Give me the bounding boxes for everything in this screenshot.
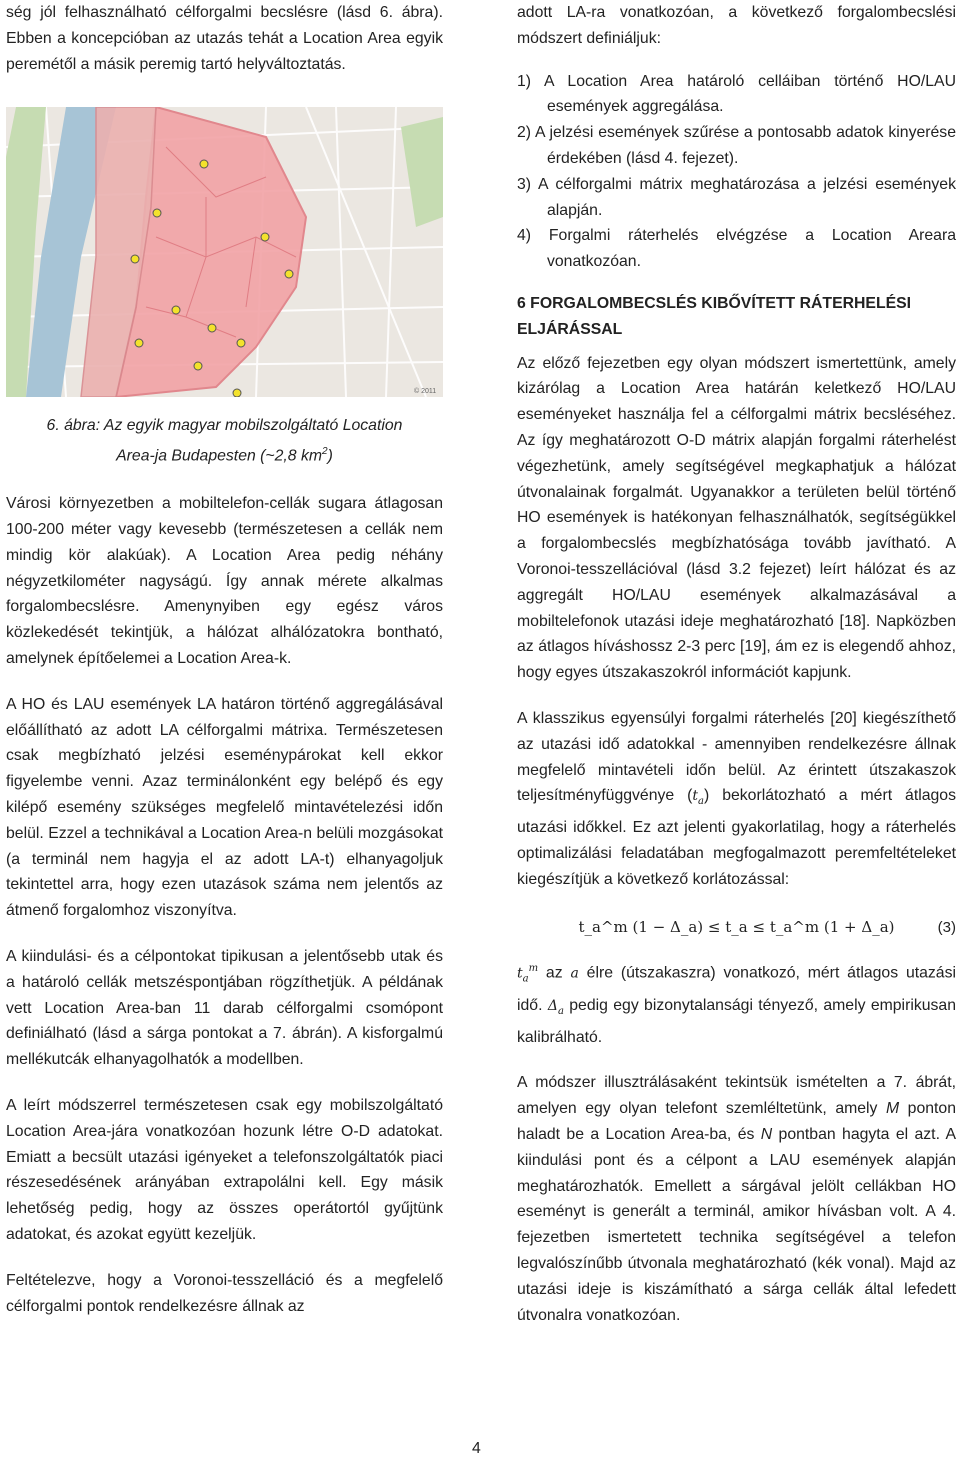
paragraph: A kiindulási- és a célpontokat tipikusan a jelentősebb utak és a határoló cellák metszéspontjában rögzíthetjük. A példának vett Location Area-ban 11 darab célforgalmi csomópont definiálható (lásd a sárga pontokat a 7. ábrán). A kisforgalmú mellékutcák elhanyagolhatók a modellben. [6,948,443,1069]
paragraph: A HO és LAU események LA határon történő aggregálásával előállítható az adott LA célforgalmi mátrixa. Természetesen csak megbízható jelzési eseménypárokat kell ekkor figyelembe venni. Azaz terminálonként egy belépő és egy kilépő esemény szükséges megfelelő mintavételezési időn belül. Ezzel a technikával a Location Area-n belüli mozgásokat (a terminál nem hagyja el az adott LA-t) elhanyagoljuk tekintettel arra, hogy ezen utazások száma nem jelentős az átmenő forgalomhoz viszonyítva. [6,695,443,920]
paragraph: Feltételezve, hogy a Voronoi-tesszelláció és a megfelelő célforgalmi pontok rendelkezésre állnak az [6,1271,443,1315]
location-area-map [6,107,443,397]
paragraph: A módszer illusztrálásaként tekintsük ismételten a 7. ábrát, amelyen egy olyan telefont szemléltetünk, amely M ponton haladt be a Location Area-ba, és N pontban hagyta el azt. A kiindulási pont és a célpont a LAU események alapján meghatározhatók. Emellett a sárgával jelölt cellákban HO eseményt is generált a terminál, amikor hívásban volt. A 4. fejezetben ismertetett technika segítségével a telefon legvalószínűbb útvonala meghatározható (kék vonal). Majd az utazási ideje is kiszámítható a sárga cellák által lefedett útvonalra vonatkozóan. [517,1074,956,1324]
equation-number: (3) [937,918,956,936]
paragraph: Városi környezetben a mobiltelefon-cellák sugara átlagosan 100-200 méter vagy kevesebb (természetesen a cellák nem mindig kör alakúak). A Location Area pedig néhány négyzetkilométer nagyságú. Így annak mérete alkalmas forgalombecslésre. Amenynyiben egy egész város közlekedését tekintjük, a hálózat alhálózatokra bontható, amelynek építőelemei a Location Area-k. [6,495,443,668]
paragraph: ség jól felhasználható célforgalmi becslésre (lásd 6. ábra). Ebben a koncepcióban az utazás tehát a Location Area egyik peremétől a másik peremig tartó helyváltoztatás. [6,4,443,73]
left-column [6,0,443,1319]
figure-caption: 6. ábra: Az egyik magyar mobilszolgáltató Location Area-ja Budapesten (~2,8 $km^2$) [46,417,403,465]
page-number: 4 [472,1440,481,1457]
map-copyright: © 2011 [414,388,437,396]
list-item: 4) Forgalmi ráterhelés elvégzése a Location Areara vonatkozóan. [517,227,956,271]
list-item: 3) A célforgalmi mátrix meghatározása a jelzési események alapján. [517,175,956,219]
figure-map [6,107,443,397]
paragraph: A leírt módszerrel természetesen csak egy mobilszolgáltató Location Area-jára vonatkozóan hozunk létre O-D adatokat. Emiatt a becsült utazási igényeket a telefonszolgáltatók piaci részesedésének arányában extrapolálni kell. Egy másik lehetőség pedig, hogy az összes operátortól gyűjtünk adatokat, és azokat együtt kezeljük. [6,1096,443,1243]
list-item: 1) A Location Area határoló celláiban történő HO/LAU események aggregálása. [517,72,956,116]
list-item: 2) A jelzési események szűrése a pontosabb adatok kinyerése érdekében (lásd 4. fejezet). [517,124,956,167]
equation-3 [517,915,956,941]
method-steps-list [517,69,956,275]
right-column [517,0,956,1328]
section-heading: 6 FORGALOMBECSLÉS KIBŐVÍTETT RÁTERHELÉSI ELJÁRÁSSAL [517,294,912,338]
paragraph: $t_a^m$ az a élre (útszakaszra) vonatkozó, mért átlagos utazási idő. $\Delta_a$ pedig egy bizonytalansági tényező, amely empirikusan kalibrálható. [517,963,956,1046]
paragraph: Az előző fejezetben egy olyan módszert ismertettünk, amely kizárólag a Location Area határán keletkező HO/LAU eseményeket használja fel a célforgalmi mátrix becsléséhez. Az így meghatározott O-D mátrix alapján forgalmi ráterhelést végezhetünk, amely segítségével megkaphatjuk a hálózat útvonalainak forgalmát. Ugyanakkor a területen belül történő HO események is hatékonyan felhasználhatók, segítségükkel a forgalombecslés megbízhatósága tovább javítható. A Voronoi-tesszellációval (lásd 3.2 fejezet) leírt hálózat és az aggregált HO/LAU események alkalmazásával a mobiltelefonok utazási ideje meghatározható [18]. Napközben az átlagos híváshossz 2-3 perc [19], ám ez is elegendő ahhoz, hogy egyes útszakaszokról információt kapjunk. [517,354,956,682]
paragraph: A klasszikus egyensúlyi forgalmi ráterhelés [20] kiegészíthető az utazási idő adatokkal - amennyiben rendelkezésre állnak megfelelő mintavételi időn belül. Az érintett útszakaszok teljesítményfüggvénye $(t_a)$ bekorlátozható a mért átlagos utazási időkkel. Ez azt jelenti gyakorlatilag, hogy a ráterhelés optimalizálási feladatában megfogalmazott peremfeltételeket kiegészítjük a következő korlátozással: [517,709,956,888]
equation-body: t_a^m (1 − Δ_a) ≤ t_a ≤ t_a^m (1 + Δ_a) [578,917,895,936]
paragraph: adott LA-ra vonatkozóan, a következő forgalombecslési módszert definiáljuk: [517,4,956,47]
